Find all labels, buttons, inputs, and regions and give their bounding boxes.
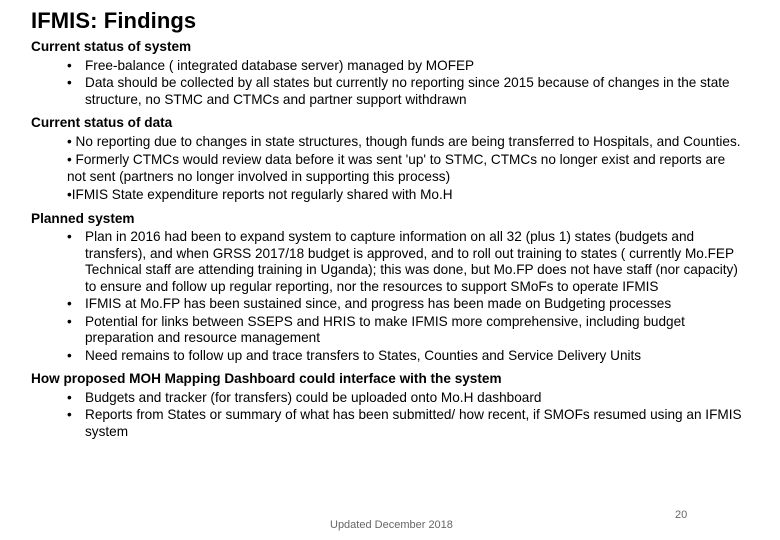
bullet-item: • Budgets and tracker (for transfers) could be uploaded onto Mo.H dashboard — [67, 390, 743, 407]
slide-body — [31, 39, 743, 441]
bullet-item: • Reports from States or summary of what has been submitted/ how recent, if SMOFs resumed using an IFMIS system — [67, 407, 743, 440]
section-heading-dashboard-interface: How proposed MOH Mapping Dashboard could interface with the system — [31, 371, 502, 386]
slide-title: IFMIS: Findings — [31, 8, 197, 33]
bullet-list — [31, 229, 743, 364]
footer-text: Updated December 2018 — [330, 519, 453, 531]
bullet-item: • Potential for links between SSEPS and HRIS to make IFMIS more comprehensive, including budget preparation and resource management — [67, 314, 743, 347]
bullet-item: • Data should be collected by all states but currently no reporting since 2015 because of changes in the state structure, no STMC and CTMCs and partner support withdrawn — [67, 75, 743, 108]
bullet-list — [31, 58, 743, 109]
paragraph-item: • No reporting due to changes in state structures, though funds are being transferred to Hospitals, and Counties. — [67, 133, 741, 149]
bullet-list — [31, 390, 743, 441]
page-number: 20 — [675, 509, 688, 521]
bullet-item: • Free-balance ( integrated database server) managed by MOFEP — [67, 58, 743, 75]
paragraph-item: •IFMIS State expenditure reports not regularly shared with Mo.H — [67, 187, 453, 202]
section-heading-data-status: Current status of data — [31, 115, 173, 130]
paragraph-list — [67, 134, 743, 204]
bullet-item: • IFMIS at Mo.FP has been sustained since, and progress has been made on Budgeting processes — [67, 296, 743, 313]
section-heading-planned-system: Planned system — [31, 210, 135, 226]
section-heading-system-status: Current status of system — [31, 39, 192, 54]
paragraph-item: • Formerly CTMCs would review data before it was sent 'up' to STMC, CTMCs no longer exist and reports are not sent (partners no longer involved in supporting this process) — [67, 152, 726, 184]
bullet-item: • Plan in 2016 had been to expand system to capture information on all 32 (plus 1) states (budgets and transfers), and when GRSS 2017/18 budget is approved, and to roll out training to states ( currently Mo.FEP Technical staff are attending training in Uganda); this was done, but Mo.FP does not have staff (nor capacity) to ensure and follow up regular reporting, nor the resources to support SMoFs to operate IFMIS — [67, 229, 743, 295]
bullet-item: • Need remains to follow up and trace transfers to States, Counties and Service Delivery Units — [67, 348, 743, 365]
